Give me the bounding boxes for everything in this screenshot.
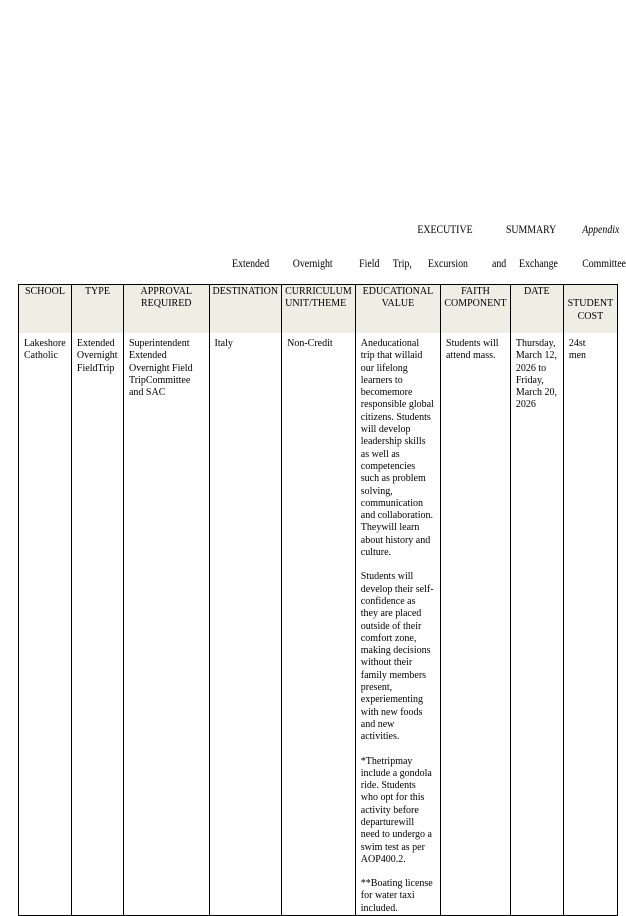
- header-approval-required: APPROVAL REQUIRED: [123, 285, 209, 334]
- cell-type: Extended Overnight FieldTrip: [71, 333, 123, 916]
- heading-word: Appendix: [582, 222, 620, 236]
- table-row: [19, 333, 618, 916]
- cell-student-cost: 24st men: [563, 333, 617, 916]
- header-educational-value: EDUCATIONAL VALUE: [355, 285, 440, 334]
- heading-word: SUMMARY: [505, 222, 557, 236]
- header-type: TYPE: [71, 285, 123, 334]
- heading-word: Exchange: [519, 256, 558, 270]
- heading-word: Field: [359, 256, 380, 270]
- table-header-row: [19, 285, 618, 334]
- educational-value-paragraph: Aneducational trip that willaid our lifelong learners to becomemore responsible global citizens. Students will develop leadership skills as well as competencies such as problem solving, communication and collaboration. Theywill learn about history and culture.: [360, 338, 434, 559]
- header-destination: DESTINATION: [209, 285, 282, 334]
- heading-word: Committee: [582, 256, 626, 270]
- cell-approval: Superintendent Extended Overnight Field TripCommittee and SAC: [123, 333, 209, 916]
- cell-curriculum: Non-Credit: [282, 333, 356, 916]
- heading-word: Excursion: [428, 256, 468, 270]
- header-faith-component: FAITH COMPONENT: [441, 285, 511, 334]
- heading-word: Trip,: [392, 256, 412, 270]
- heading-word: Overnight: [292, 256, 333, 270]
- educational-value-paragraph: Students will develop their self-confidence as they are placed outside of their comfort zone, making decisions without their family members present, experiementing with new foods and new activities.: [360, 571, 434, 743]
- cell-educational-value: [355, 333, 440, 916]
- cell-school: Lakeshore Catholic: [19, 333, 72, 916]
- heading-word: EXECUTIVE: [417, 222, 473, 236]
- header-student-cost: STUDENT COST: [563, 285, 617, 334]
- header-date: DATE: [510, 285, 563, 334]
- cell-faith-component: Students will attend mass.: [441, 333, 511, 916]
- heading-word: and: [492, 256, 507, 270]
- educational-value-paragraph: **Boating license for water taxi included.: [360, 878, 433, 914]
- educational-value-paragraph: *Thetripmay include a gondola ride. Students who opt for this activity before departurewill need to undergo a swim test as per AOP400.2.: [360, 755, 432, 865]
- summary-table: [18, 284, 618, 916]
- cell-date: Thursday, March 12, 2026 to Friday, March 20, 2026: [510, 333, 563, 916]
- header-curriculum-unit: CURRICULUM UNIT/THEME: [282, 285, 356, 334]
- cell-destination: Italy: [209, 333, 282, 916]
- heading-word: Extended: [232, 256, 270, 270]
- header-school: SCHOOL: [19, 285, 72, 334]
